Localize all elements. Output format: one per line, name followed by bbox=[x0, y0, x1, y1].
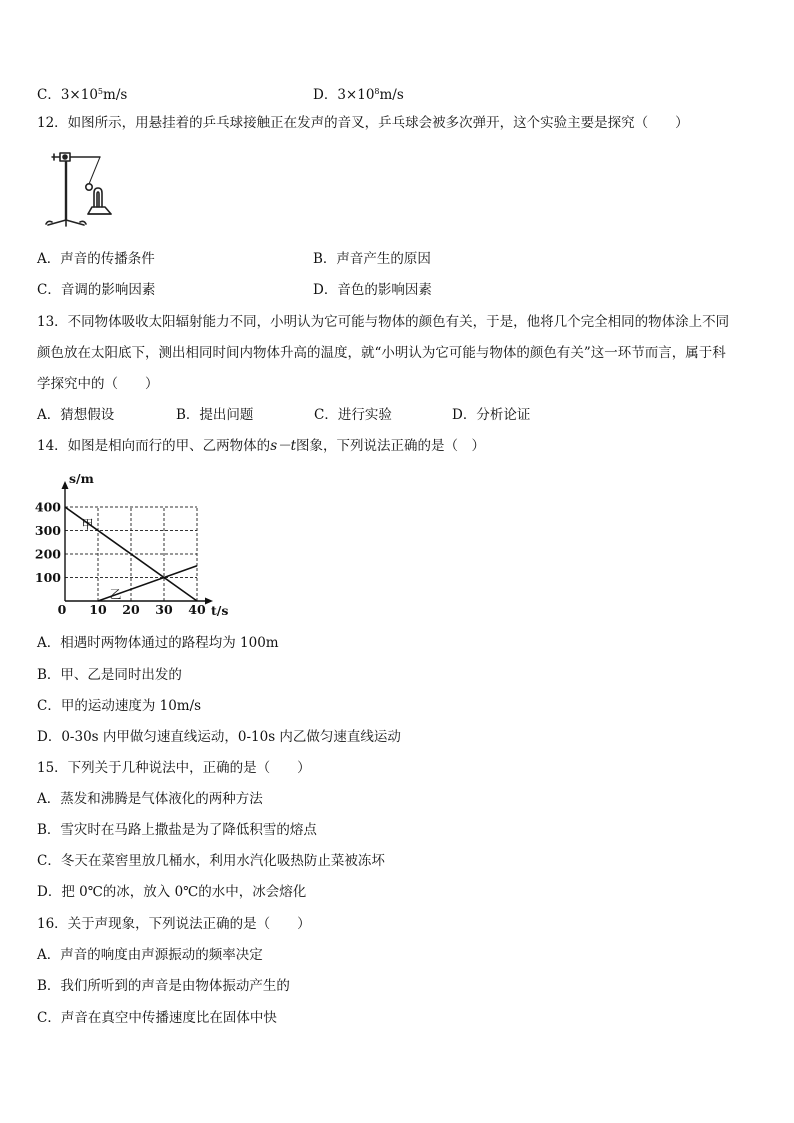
q15-option-d: D．把 0℃的冰，放入 0℃的水中，冰会熔化 bbox=[37, 884, 307, 900]
q14-option-c: C．甲的运动速度为 10m/s bbox=[37, 698, 202, 714]
q12-option-c: C．音调的影响因素 bbox=[37, 282, 156, 298]
q15-option-c: C．冬天在菜窖里放几桶水，利用水汽化吸热防止菜被冻坏 bbox=[37, 853, 385, 869]
y-tick-label-200: 200 bbox=[34, 546, 61, 562]
series-label-1: 甲 bbox=[81, 517, 94, 532]
q13-option-b: B．提出问题 bbox=[176, 407, 254, 423]
q15-stem: 15．下列关于几种说法中，正确的是（ ） bbox=[37, 760, 311, 776]
series-label-2: 乙 bbox=[109, 587, 122, 602]
q13-stem-line-2: 颜色放在太阳底下，测出相同时间内物体升高的温度，就“小明认为它可能与物体的颜色有关”这一环节而言，属于科 bbox=[37, 345, 726, 361]
q13-option-c: C．进行实验 bbox=[314, 407, 392, 423]
y-axis-label: s/m bbox=[69, 471, 94, 486]
q11-option-d-unit: m/s bbox=[379, 87, 404, 103]
q13-option-a: A．猜想假设 bbox=[37, 407, 115, 423]
q13-stem-line-1: 13．不同物体吸收太阳辐射能力不同，小明认为它可能与物体的颜色有关，于是，他将几个完全相同的物体涂上不同 bbox=[37, 314, 730, 330]
q12-stem: 12．如图所示，用悬挂着的乒乓球接触正在发声的音叉，乒乓球会被多次弹开，这个实验主要是探究（ ） bbox=[37, 115, 689, 131]
x-tick-label-30: 30 bbox=[155, 602, 173, 617]
q15-option-a: A．蒸发和沸腾是气体液化的两种方法 bbox=[37, 791, 263, 807]
x-tick-label-10: 10 bbox=[89, 602, 107, 617]
x-tick-label-20: 20 bbox=[122, 602, 140, 617]
q14-stem-before: 14．如图是相向而行的甲、乙两物体的 bbox=[37, 438, 271, 454]
q16-option-a: A．声音的响度由声源振动的频率决定 bbox=[37, 947, 263, 963]
q12-option-d: D．音色的影响因素 bbox=[313, 282, 432, 298]
x-tick-label-40: 40 bbox=[188, 602, 206, 617]
q14-stem-math: s－t bbox=[270, 438, 297, 454]
q16-option-c: C．声音在真空中传播速度比在固体中快 bbox=[37, 1010, 277, 1026]
q14-stem bbox=[37, 437, 485, 455]
y-tick-label-100: 100 bbox=[34, 570, 61, 585]
y-tick-label-300: 300 bbox=[34, 523, 61, 538]
q11-option-c-exponent: 5 bbox=[97, 87, 104, 96]
q11-option-c bbox=[37, 83, 127, 104]
y-axis-arrow bbox=[62, 481, 69, 489]
q14-option-a: A．相遇时两物体通过的路程均为 100m bbox=[37, 635, 279, 651]
q11-option-d-base: D．3×10 bbox=[313, 87, 375, 103]
q12-option-a: A．声音的传播条件 bbox=[37, 251, 155, 267]
chart-tick-labels bbox=[35, 471, 228, 618]
q14-option-d: D．0-30s 内甲做匀速直线运动，0-10s 内乙做匀速直线运动 bbox=[37, 729, 401, 745]
q12-option-b: B．声音产生的原因 bbox=[313, 251, 431, 267]
s-t-graph bbox=[34, 466, 234, 618]
q16-option-b: B．我们所听到的声音是由物体振动产生的 bbox=[37, 978, 290, 994]
x-axis-label: t/s bbox=[211, 603, 229, 618]
q11-option-c-unit: m/s bbox=[103, 87, 128, 103]
q15-option-b: B．雪灾时在马路上撒盐是为了降低积雪的熔点 bbox=[37, 822, 317, 838]
tuning-fork-figure bbox=[42, 148, 122, 228]
q11-option-d-exponent: 8 bbox=[374, 87, 380, 96]
q14-stem-after: 图象，下列说法正确的是（ ） bbox=[296, 438, 486, 454]
q11-option-d bbox=[313, 83, 404, 104]
y-tick-label-400: 400 bbox=[34, 499, 61, 515]
q16-stem: 16．关于声现象，下列说法正确的是（ ） bbox=[37, 916, 311, 932]
q11-option-c-base: C．3×10 bbox=[37, 87, 98, 103]
q14-option-b: B．甲、乙是同时出发的 bbox=[37, 667, 182, 683]
x-tick-label-0: 0 bbox=[57, 602, 67, 617]
q13-option-d: D．分析论证 bbox=[452, 407, 531, 423]
chart-axes bbox=[62, 481, 214, 605]
q13-stem-line-3: 学探究中的（ ） bbox=[37, 376, 159, 392]
